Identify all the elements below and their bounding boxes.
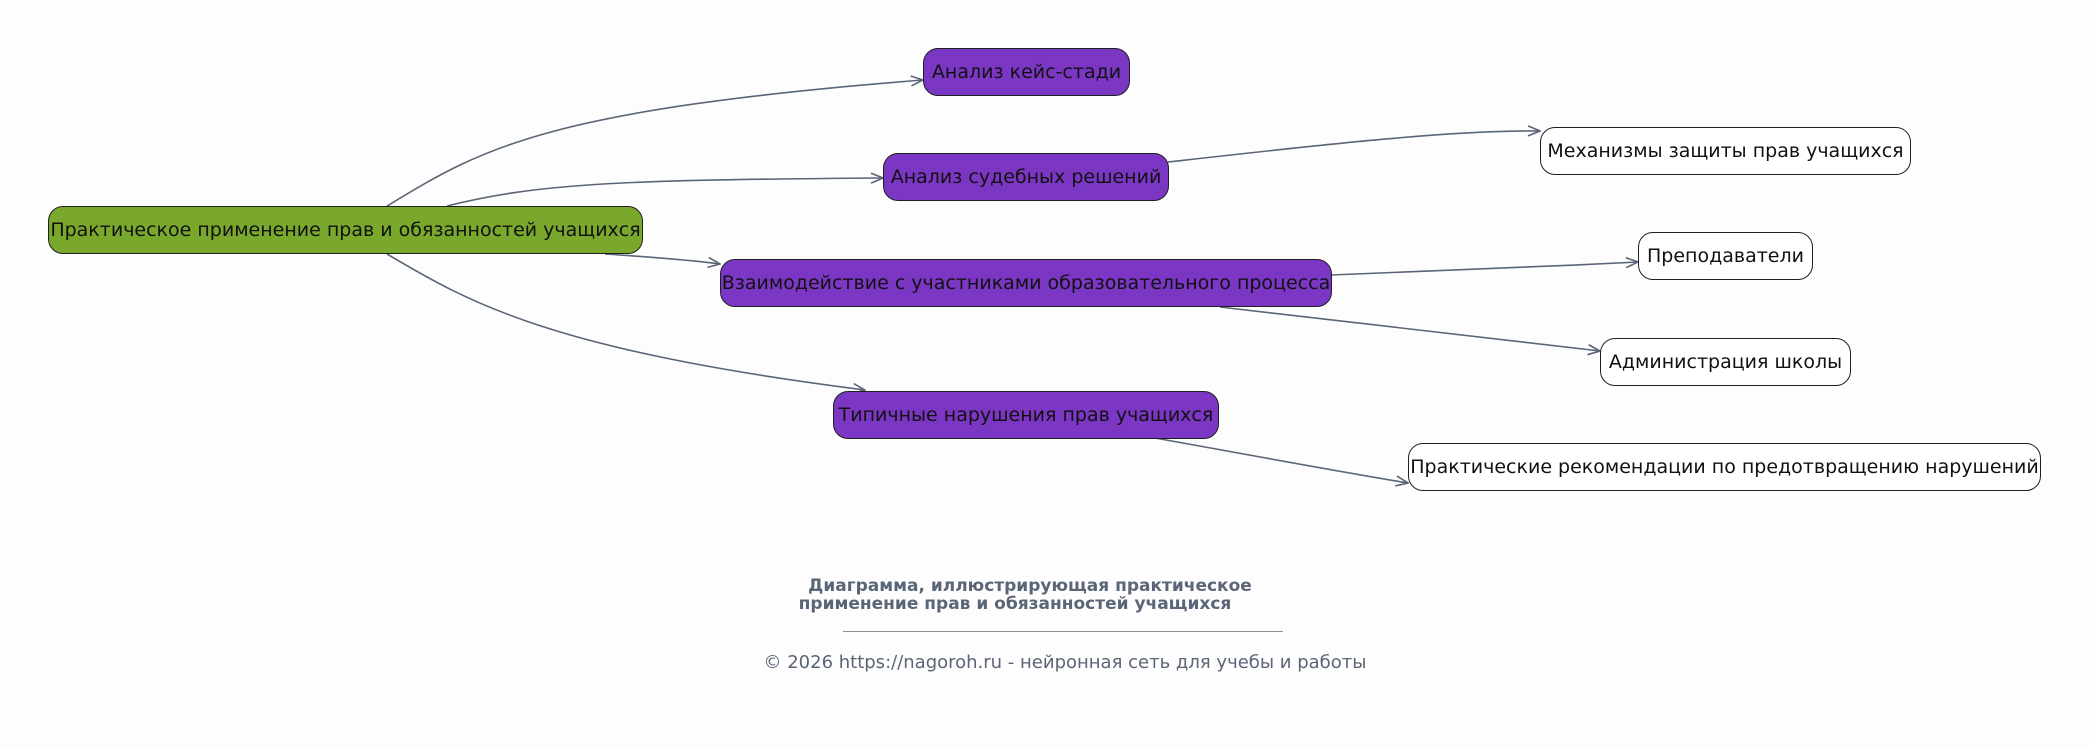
footer-copyright[interactable]: © 2026 https://nagoroh.ru - нейронная сеть для учебы и работы (763, 652, 1367, 673)
edge-interaction-to-teachers (1331, 262, 1638, 275)
edge-violations-to-recommendations (1155, 438, 1408, 483)
topic-node-case-study[interactable]: Анализ кейс-стади (923, 48, 1130, 96)
leaf-node-recommendations[interactable]: Практические рекомендации по предотвращению нарушений (1408, 443, 2041, 491)
leaf-node-protection-mechanisms[interactable]: Механизмы защиты прав учащихся (1540, 127, 1911, 175)
topic-node-interaction[interactable]: Взаимодействие с участниками образовательного процесса (720, 259, 1332, 307)
leaf-node-administration[interactable]: Администрация школы (1600, 338, 1851, 386)
root-node[interactable]: Практическое применение прав и обязанностей учащихся (48, 206, 643, 254)
edge-root-to-case-study (387, 80, 923, 206)
edge-root-to-interaction (605, 254, 720, 264)
diagram-caption-line2: применение прав и обязанностей учащихся (798, 594, 1232, 614)
edge-court-to-protection (1168, 131, 1540, 162)
caption-divider (843, 631, 1283, 632)
topic-node-court-decisions[interactable]: Анализ судебных решений (883, 153, 1169, 201)
diagram-caption-line1: Диаграмма, иллюстрирующая практическое (808, 576, 1252, 596)
topic-node-violations[interactable]: Типичные нарушения прав учащихся (833, 391, 1219, 439)
edge-root-to-court-decisions (447, 178, 883, 206)
leaf-node-teachers[interactable]: Преподаватели (1638, 232, 1813, 280)
edge-interaction-to-administration (1220, 307, 1600, 351)
